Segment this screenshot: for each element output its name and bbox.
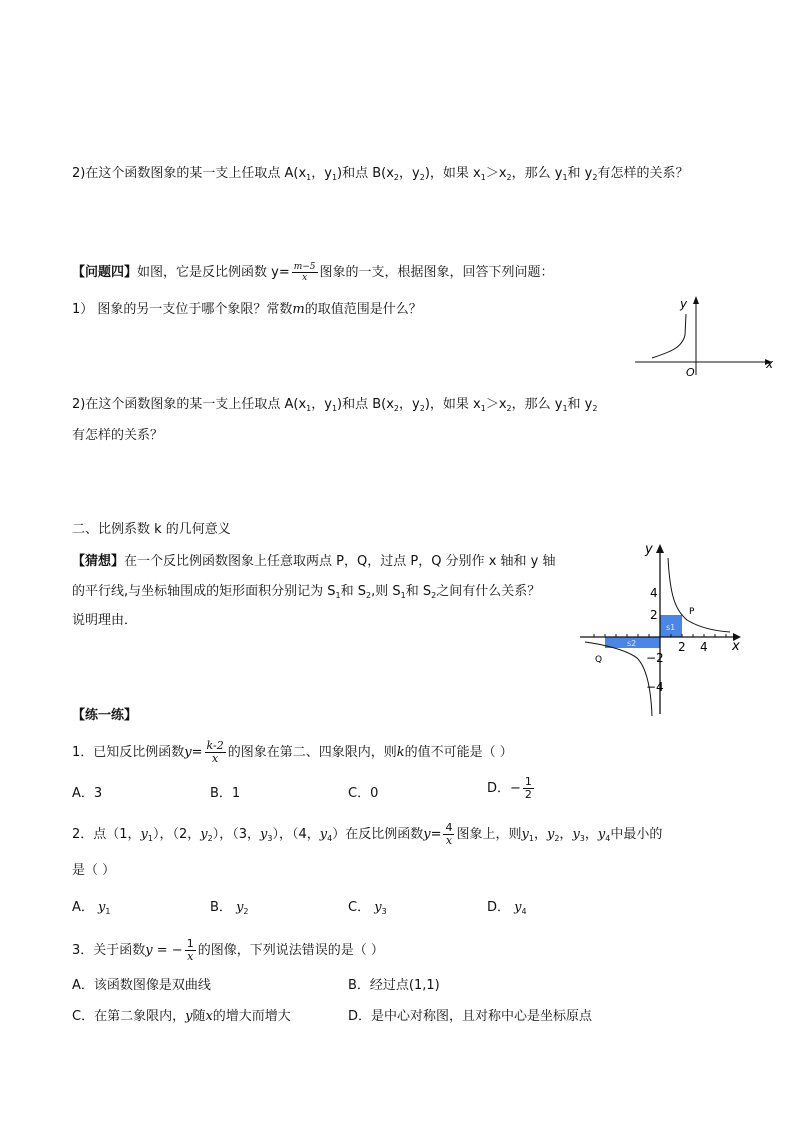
q4-x-label: x <box>766 357 774 371</box>
p2-option-a: A． $y_1$ <box>72 900 111 916</box>
q3-part2-text: 2)在这个函数图象的某一支上任取点 $A(x_1$，$y_1$)和点 $B(x_2$，$y_2$)，如果 $x_1>x_2$，那么 $y_1$和 $y_2$有怎样的关系？ <box>72 166 689 182</box>
s2-point-p: P <box>689 607 695 617</box>
p3-option-b: B．经过点(1,1) <box>348 978 440 993</box>
p3-fraction: $\frac{1}{x}$ <box>186 937 194 963</box>
section2-title: 二、比例系数 k 的几何意义 <box>72 522 231 537</box>
p1-stem: 1．已知反比例函数y= $\frac{k-2}{x}$ 的图象在第二、四象限内，则k的值不可能是（ ） <box>72 739 513 765</box>
p2-line2: 是（ ） <box>72 863 116 878</box>
q4-origin-label: O <box>686 366 695 379</box>
p2-option-c: C． $y_3$ <box>348 900 387 916</box>
q4-y-label: y <box>680 297 688 311</box>
s2-point-q: Q <box>595 655 603 665</box>
p1-option-c: C．0 <box>348 786 379 801</box>
p2-fraction: $\frac{4}{x}$ <box>445 821 453 847</box>
p3-option-d: D．是中心对称图，且对称中心是坐标原点 <box>348 1009 593 1024</box>
s2-graph <box>575 540 745 718</box>
p2-option-b: B． $y_2$ <box>210 900 249 916</box>
practice-tag: 【练一练】 <box>72 708 138 723</box>
curve-q3 <box>585 642 652 716</box>
s2-ytick-neg4: −4 <box>646 680 664 694</box>
section2-line3: 说明理由． <box>72 613 138 628</box>
section2-line1: 【猜想】在一个反比例函数图象上任意取两点 P，Q，过点 P，Q 分别作 x 轴和 y 轴 <box>72 554 556 569</box>
p3-option-c: C．在第二象限内，y随x的增大而增大 <box>72 1009 291 1024</box>
q4-sub2-line2: 有怎样的关系？ <box>72 428 164 443</box>
s2-ytick-4: 4 <box>650 586 658 600</box>
s2-ytick-neg2: −2 <box>646 651 664 665</box>
q4-stem: 【问题四】如图，它是反比例函数 y= $\frac{m-5}{x}$ 图象的一支，根据图象，回答下列问题： <box>72 262 554 283</box>
s2-y-label: y <box>645 542 653 557</box>
p1-option-a: A．3 <box>72 786 103 801</box>
q4-sub1: 1） 图象的另一支位于哪个象限？常数m的取值范围是什么？ <box>72 302 422 317</box>
q4-y-arrow <box>693 296 699 304</box>
p1-option-d: D．− $\frac{1}{2}$ <box>487 775 532 801</box>
s2-xtick-2: 2 <box>678 640 686 654</box>
s2-xtick-4: 4 <box>700 640 708 654</box>
q4-tag: 【问题四】 <box>72 265 138 280</box>
q4-graph <box>630 290 780 380</box>
p3-option-a: A．该函数图像是双曲线 <box>72 978 211 993</box>
q4-curve <box>652 314 686 358</box>
p1-fraction: $\frac{k-2}{x}$ <box>206 739 224 765</box>
section2-line2: 的平行线,与坐标轴围成的矩形面积分别记为 $S_1$和 $S_2$,则 $S_1$和 $S_2$之间有什么关系？ <box>72 584 541 600</box>
p3-stem: 3．关于函数y = − $\frac{1}{x}$ 的图像，下列说法错误的是（ ） <box>72 937 384 963</box>
s2-x-label: x <box>732 639 740 654</box>
s2-y-arrow <box>656 544 664 553</box>
q4-fraction: $\frac{m-5}{x}$ <box>293 262 316 283</box>
q4-sub2-line1: 2)在这个函数图象的某一支上任取点 $A(x_1$，$y_1$)和点 $B(x_2$，$y_2$)，如果 $x_1>x_2$，那么 $y_1$和 $y_2$ <box>72 397 598 413</box>
p2-option-d: D． $y_4$ <box>487 900 527 916</box>
s2-rect2-label: s2 <box>627 639 637 648</box>
s2-rect1-label: s1 <box>666 623 676 632</box>
s2-ytick-2: 2 <box>650 608 658 622</box>
p2-stem: 2．点（1，$y_1$），（2，$y_2$），（3，$y_3$），（4，$y_4$）在反比例函数y= $\frac{4}{x}$ 图象上，则$y_1$，$y_2$，$y_3$，$y_4$中最小的 <box>72 821 663 847</box>
p1-option-b: B．1 <box>210 786 241 801</box>
section2-tag: 【猜想】 <box>72 554 125 569</box>
